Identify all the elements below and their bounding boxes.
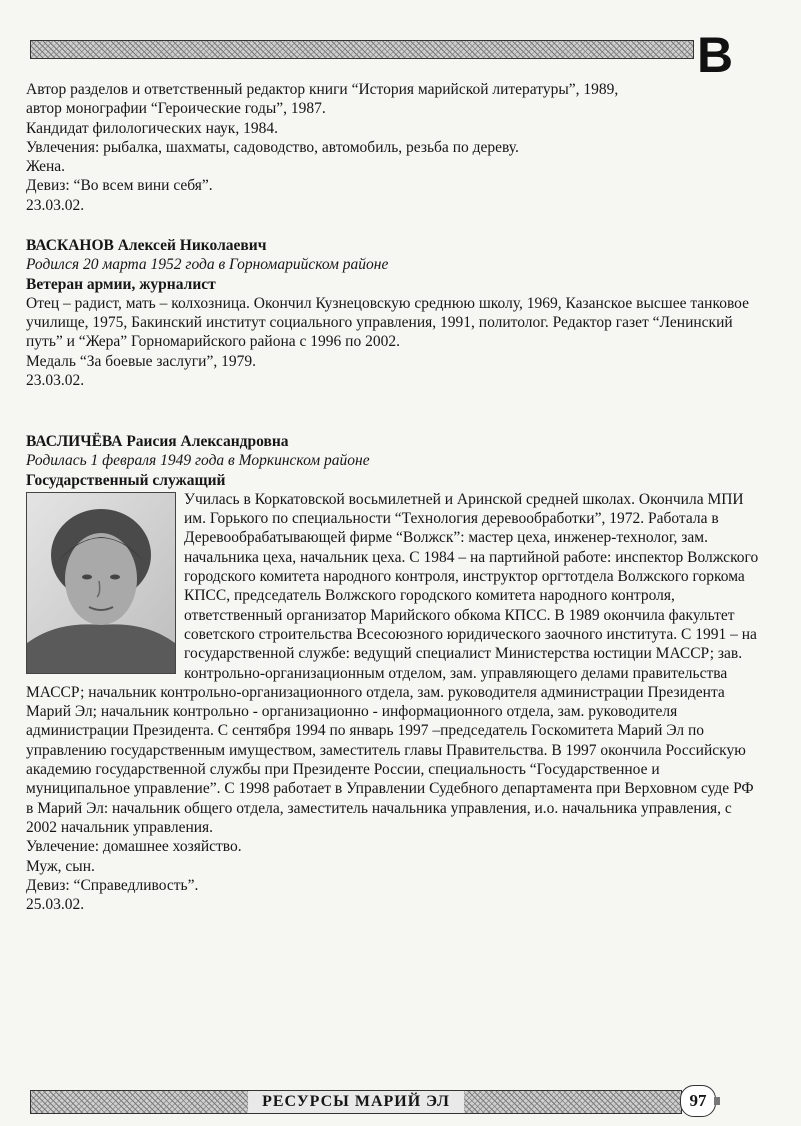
- entry-role: Государственный служащий: [26, 471, 226, 489]
- entry-birth: Родилась 1 февраля 1949 года в Моркинском районе: [26, 452, 370, 470]
- text-line: Девиз: “Во всем вини себя”.: [26, 177, 213, 195]
- section-letter: В: [697, 27, 734, 83]
- footer-decor-tail: [714, 1097, 720, 1105]
- entry-role: Ветеран армии, журналист: [26, 275, 216, 293]
- entry-award: Медаль “За боевые заслуги”, 1979.: [26, 352, 256, 370]
- text-line: Кандидат филологических наук, 1984.: [26, 119, 278, 137]
- entry-continuation: [26, 80, 761, 215]
- entry-motto: Девиз: “Справедливость”.: [26, 876, 199, 894]
- footer-decor-band: [30, 1090, 682, 1114]
- entry-bio: Училась в Коркатовской восьмилетней и Аринской средней школах. Окончила МПИ им. Горького по специальности “Технология деревообработки”, 1972. Работала в Деревообрабатывающей фирме “Волжск”: мастер цеха, инженер-технолог, зам. начальника цеха, начальник цеха. С 1984 – на партийной работе: инспектор Волжского городского комитета народного контроля, инструктор оргтотдела Волжского горкома КПСС, председатель Волжского городского комитета народного контроля, ответственный организатор Марийского обкома КПСС. В 1989 окончила факультет советского строительства Всесоюзного юридического заочного института. С 1991 – на государственной службе: ведущий специалист Министерства юстиции МАССР; зав. контрольно-организационным отделом, зам. управляющего делами правительства МАССР; начальник контрольно-организационного отдела, зам. руководителя администрации Президента Марий Эл; начальник контрольно - организационно - информационного отдела, зам. руководителя администрации Президента. С сентября 1994 по январь 1997 –председатель Госкомитета Марий Эл по управлению государственным имуществом, заместитель главы Правительства. В 1997 окончила Российскую академию государственной службы при Президенте России, специальность “Государственное и муниципальное управление”. С 1998 работает в Управлении Судебного департамента при Верховном суде РФ в Марий Эл: начальник общего отдела, заместитель начальника управления, и.о. начальника управления, с 2002 начальник управления.: [26, 490, 759, 836]
- entry-hobby: Увлечение: домашнее хозяйство.: [26, 838, 242, 856]
- entry-date: 23.03.02.: [26, 196, 85, 214]
- entry-birth: Родился 20 марта 1952 года в Горномарийском районе: [26, 256, 389, 274]
- portrait-photo: [26, 492, 176, 674]
- entry-date: 25.03.02.: [26, 896, 85, 914]
- text-line: Жена.: [26, 158, 66, 176]
- entry-date: 23.03.02.: [26, 372, 85, 390]
- header-decor-band: [30, 40, 694, 59]
- entry-name: ВАСКАНОВ Алексей Николаевич: [26, 237, 267, 254]
- text-line: Автор разделов и ответственный редактор книги “История марийской литературы”, 1989,: [26, 81, 619, 98]
- footer-title: РЕСУРСЫ МАРИЙ ЭЛ: [248, 1091, 464, 1113]
- text-line: автор монографии “Героические годы”, 1987.: [26, 100, 326, 118]
- entry-family: Муж, сын.: [26, 857, 95, 875]
- entry-bio: Отец – радист, мать – колхозница. Окончил Кузнецовскую среднюю школу, 1969, Казанское высшее танковое училище, 1975, Бакинский институт социального управления, 1991, политолог. Редактор газет “Ленинский путь” и “Жера” Горномарийского района с 1996 по 2002.: [26, 294, 750, 351]
- entry-name: ВАСЛИЧЁВА Раисия Александровна: [26, 433, 289, 450]
- entry-vaskanov: [26, 236, 761, 390]
- page-number: 97: [680, 1085, 716, 1117]
- text-line: Увлечения: рыбалка, шахматы, садоводство, автомобиль, резьба по дереву.: [26, 138, 519, 156]
- entry-vaslicheva: [26, 432, 761, 914]
